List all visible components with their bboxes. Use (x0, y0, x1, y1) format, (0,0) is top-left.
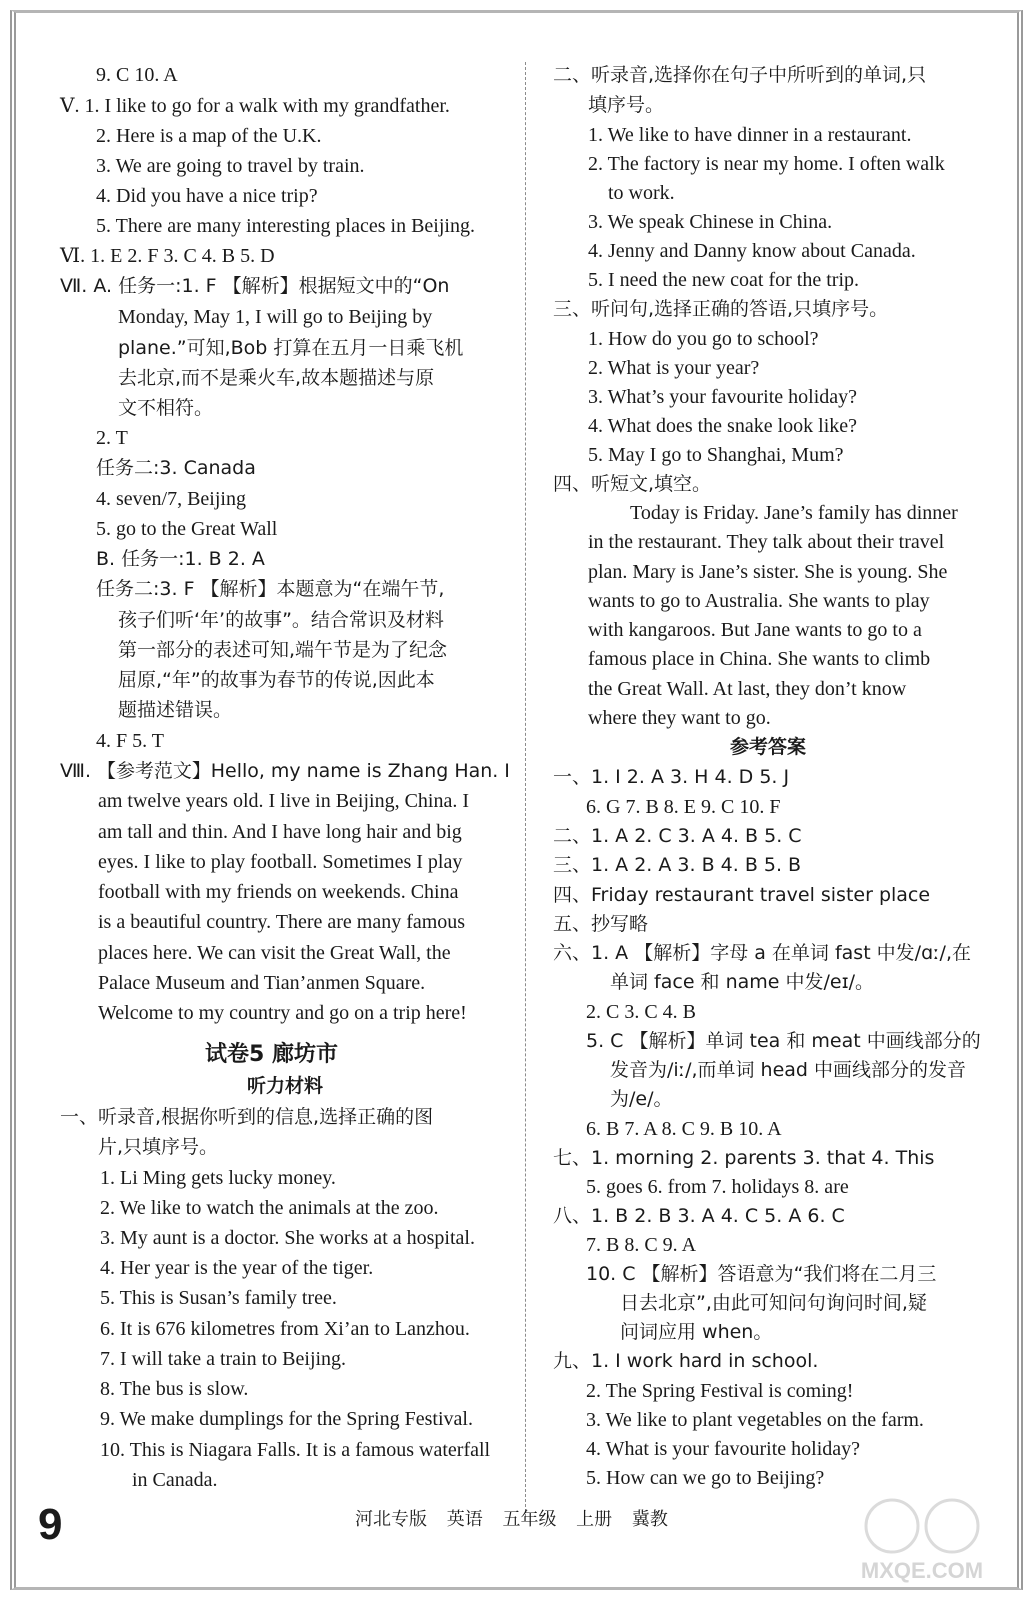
right-text-line: 2. The factory is near my home. I often walk (588, 153, 945, 175)
right-text-line: 三、听问句,选择正确的答语,只填序号。 (553, 298, 889, 320)
left-text-line: 一、听录音,根据你听到的信息,选择正确的图 (60, 1106, 434, 1128)
right-text-line: 3. We speak Chinese in China. (588, 211, 833, 233)
left-text-line: 孩子们听‘年’的故事”。结合常识及材料 (118, 609, 444, 631)
right-text-line: 3. What’s your favourite holiday? (588, 386, 858, 408)
left-text-line: places here. We can visit the Great Wall, the (98, 942, 451, 964)
left-text-line: eyes. I like to play football. Sometimes I play (98, 851, 463, 873)
right-text-line: 5. goes 6. from 7. holidays 8. are (586, 1176, 849, 1198)
right-text-line: 五、抄写略 (553, 913, 649, 935)
right-text-line: in the restaurant. They talk about their travel (588, 531, 945, 553)
right-text-line: 二、1. A 2. C 3. A 4. B 5. C (553, 825, 802, 847)
right-text-line: 二、听录音,选择你在句子中所听到的单词,只 (553, 64, 927, 86)
left-text-line: 5. There are many interesting places in Beijing. (96, 215, 475, 237)
right-text-line: 10. C 【解析】答语意为“我们将在二月三 (586, 1263, 937, 1285)
right-text-line: wants to go to Australia. She wants to play (588, 590, 930, 612)
right-text-line: plan. Mary is Jane’s sister. She is young. She (588, 561, 948, 583)
left-text-line: 9. C 10. A (96, 64, 178, 86)
left-text-line: Monday, May 1, I will go to Beijing by (118, 306, 433, 328)
left-text-line: 3. We are going to travel by train. (96, 155, 365, 177)
right-text-line: 1. We like to have dinner in a restaurant. (588, 124, 912, 146)
right-text-line: 6. G 7. B 8. E 9. C 10. F (586, 796, 781, 818)
right-text-line: 2. The Spring Festival is coming! (586, 1380, 854, 1402)
left-text-line: 屈原,“年”的故事为春节的传说,因此本 (118, 669, 435, 691)
right-text-line: 1. How do you go to school? (588, 328, 819, 350)
right-text-line: 为/e/。 (610, 1088, 673, 1110)
watermark-logo (832, 1488, 1012, 1588)
right-text-line: with kangaroos. But Jane wants to go to a (588, 619, 922, 641)
left-text-line: 7. I will take a train to Beijing. (100, 1348, 347, 1370)
right-text-line: the Great Wall. At last, they don’t know (588, 678, 907, 700)
right-text-line: 单词 face 和 name 中发/eɪ/。 (610, 971, 875, 993)
right-text-line: 日去北京”,由此可知问句询问时间,疑 (620, 1292, 927, 1314)
left-text-line: Ⅷ. 【参考范文】Hello, my name is Zhang Han. I (60, 760, 510, 782)
left-text-line: 2. T (96, 427, 128, 449)
right-text-line: 九、1. I work hard in school. (553, 1350, 819, 1372)
left-text-line: 8. The bus is slow. (100, 1378, 249, 1400)
right-text-line: 七、1. morning 2. parents 3. that 4. This (553, 1147, 935, 1169)
left-text-line: plane.”可知,Bob 打算在五月一日乘飞机 (118, 337, 464, 359)
left-text-line: 3. My aunt is a doctor. She works at a hospital. (100, 1227, 475, 1249)
left-text-line: B. 任务一:1. B 2. A (96, 548, 265, 570)
left-text-line: 题描述错误。 (118, 699, 233, 721)
left-text-line: 4. Her year is the year of the tiger. (100, 1257, 374, 1279)
left-text-line: 1. Li Ming gets lucky money. (100, 1167, 336, 1189)
right-text-line: where they want to go. (588, 707, 771, 729)
right-text-line: 5. C 【解析】单词 tea 和 meat 中画线部分的 (586, 1030, 981, 1052)
right-text-line: 问词应用 when。 (620, 1321, 773, 1343)
left-text-line: football with my friends on weekends. China (98, 881, 459, 903)
right-text-line: 2. What is your year? (588, 357, 760, 379)
left-text-line: 第一部分的表述可知,端午节是为了纪念 (118, 639, 448, 661)
left-text-line: 2. Here is a map of the U.K. (96, 125, 322, 147)
left-text-line: 10. This is Niagara Falls. It is a famous waterfall (100, 1439, 491, 1461)
right-text-line: 四、Friday restaurant travel sister place (553, 884, 931, 906)
left-text-line: 听力材料 (247, 1075, 324, 1097)
footer-info: 河北专版 英语 五年级 上册 冀教 (355, 1509, 668, 1530)
right-text-line: 填序号。 (588, 94, 665, 116)
svg-text:MXQE.COM: MXQE.COM (860, 1558, 984, 1583)
right-text-line: 参考答案 (730, 736, 807, 758)
left-text-line: 试卷5 廊坊市 (205, 1042, 338, 1067)
right-text-line: 7. B 8. C 9. A (586, 1234, 697, 1256)
left-text-line: 6. It is 676 kilometres from Xi’an to Lanzhou. (100, 1318, 470, 1340)
left-text-line: is a beautiful country. There are many famous (98, 911, 466, 933)
left-text-line: 5. This is Susan’s family tree. (100, 1287, 337, 1309)
right-text-line: 一、1. I 2. A 3. H 4. D 5. J (553, 766, 790, 788)
right-text-line: 3. We like to plant vegetables on the farm. (586, 1409, 924, 1431)
right-text-line: 5. I need the new coat for the trip. (588, 269, 860, 291)
right-text-line: 4. Jenny and Danny know about Canada. (588, 240, 916, 262)
left-text-line: in Canada. (132, 1469, 218, 1491)
left-text-line: 任务二:3. F 【解析】本题意为“在端午节, (96, 578, 445, 600)
right-text-line: 5. How can we go to Beijing? (586, 1467, 825, 1489)
left-text-line: 4. seven/7, Beijing (96, 488, 246, 510)
left-text-line: 去北京,而不是乘火车,故本题描述与原 (118, 367, 435, 389)
left-text-line: 9. We make dumplings for the Spring Festival. (100, 1408, 473, 1430)
right-text-line: Today is Friday. Jane’s family has dinner (630, 502, 958, 524)
right-text-line: 5. May I go to Shanghai, Mum? (588, 444, 844, 466)
right-text-line: 2. C 3. C 4. B (586, 1001, 697, 1023)
left-text-line: 2. We like to watch the animals at the zoo. (100, 1197, 439, 1219)
page-number: 9 (38, 1500, 63, 1549)
right-text-line: famous place in China. She wants to climb (588, 648, 931, 670)
right-text-line: to work. (608, 182, 675, 204)
right-text-line: 6. B 7. A 8. C 9. B 10. A (586, 1118, 782, 1140)
right-text-line: 四、听短文,填空。 (553, 473, 712, 495)
left-text-line: Welcome to my country and go on a trip here! (98, 1002, 467, 1024)
left-text-line: Palace Museum and Tian’anmen Square. (98, 972, 426, 994)
left-text-line: am twelve years old. I live in Beijing, China. I (98, 790, 470, 812)
left-text-line: 5. go to the Great Wall (96, 518, 278, 540)
right-text-line: 4. What does the snake look like? (588, 415, 858, 437)
right-text-line: 六、1. A 【解析】字母 a 在单词 fast 中发/ɑː/,在 (553, 942, 971, 964)
left-text-line: 4. Did you have a nice trip? (96, 185, 318, 207)
left-text-line: 任务二:3. Canada (96, 457, 256, 479)
left-text-line: 文不相符。 (118, 397, 214, 419)
left-text-line: 4. F 5. T (96, 730, 164, 752)
column-divider (525, 62, 526, 1517)
right-text-line: 八、1. B 2. B 3. A 4. C 5. A 6. C (553, 1205, 845, 1227)
right-text-line: 三、1. A 2. A 3. B 4. B 5. B (553, 854, 802, 876)
left-text-line: 片,只填序号。 (98, 1136, 219, 1158)
left-text-line: Ⅵ. 1. E 2. F 3. C 4. B 5. D (60, 245, 275, 267)
left-text-line: Ⅴ. 1. I like to go for a walk with my grandfather. (60, 95, 450, 117)
right-text-line: 4. What is your favourite holiday? (586, 1438, 861, 1460)
left-text-line: am tall and thin. And I have long hair and big (98, 821, 462, 843)
right-text-line: 发音为/iː/,而单词 head 中画线部分的发音 (610, 1059, 967, 1081)
left-text-line: Ⅶ. A. 任务一:1. F 【解析】根据短文中的“On (60, 275, 450, 297)
